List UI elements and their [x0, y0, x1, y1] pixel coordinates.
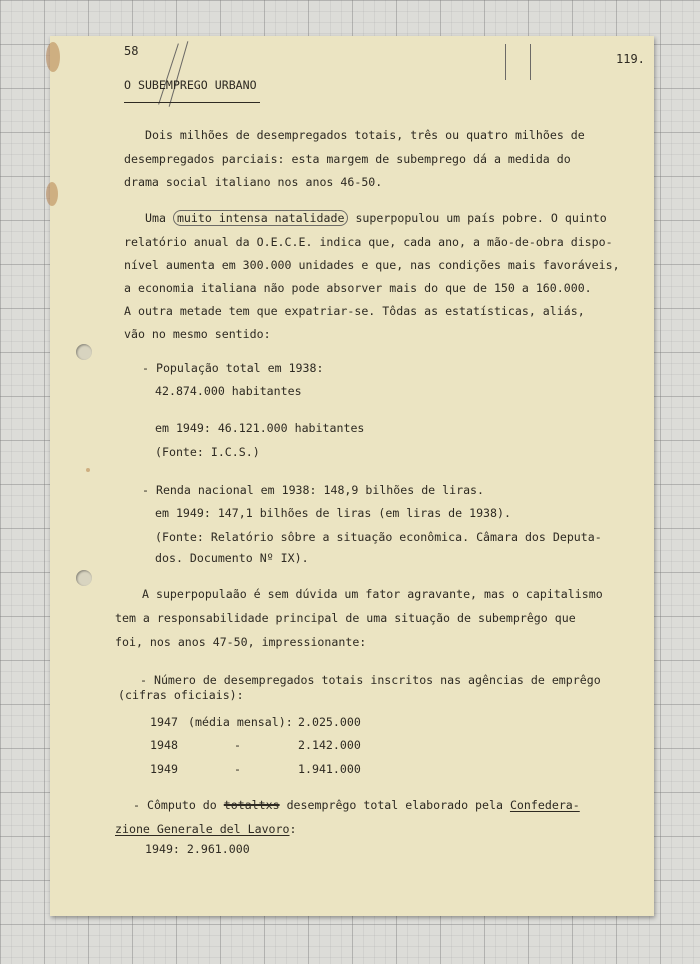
paragraph-1-line: drama social italiano nos anos 46-50.	[124, 175, 383, 189]
title-underline	[124, 102, 260, 103]
computation-start: - Cômputo do	[133, 798, 217, 812]
paragraph-1-line: Dois milhões de desempregados totais, três ou quatro milhões de	[145, 128, 585, 142]
unemployment-value: 2.025.000	[298, 715, 361, 729]
circled-phrase: muito intensa natalidade	[173, 210, 349, 226]
income-line: - Renda nacional em 1938: 148,9 bilhões de liras.	[142, 483, 485, 497]
population-line: - População total em 1938:	[142, 361, 324, 375]
page-title: O SUBEMPREGO URBANO	[124, 78, 257, 92]
paragraph-3-line: tem a responsabilidade principal de uma situação de subemprêgo que	[115, 611, 576, 625]
paragraph-3-line: A superpopulaão é sem dúvida um fator agravante, mas o capitalismo	[142, 587, 603, 601]
income-source: dos. Documento Nº IX).	[155, 551, 309, 565]
pencil-mark	[169, 41, 189, 107]
struck-word: totaltxs	[223, 798, 280, 812]
pencil-mark	[158, 43, 179, 104]
stain-mark	[86, 468, 90, 472]
income-line: em 1949: 147,1 bilhões de liras (em liras de 1938).	[155, 506, 511, 520]
document-page	[50, 36, 654, 916]
income-source: (Fonte: Relatório sôbre a situação econômica. Câmara dos Deputa-	[155, 530, 602, 544]
unemployment-line: - Número de desempregados totais inscritos nas agências de emprêgo	[140, 673, 601, 687]
computation-value: 1949: 2.961.000	[145, 842, 250, 856]
computation-line	[133, 798, 580, 812]
organization-name: Confedera-	[509, 798, 580, 812]
unemployment-year: 1948	[150, 738, 178, 752]
computation-line	[115, 822, 297, 836]
population-line: em 1949: 46.121.000 habitantes	[155, 421, 365, 435]
paragraph-3-line: foi, nos anos 47-50, impressionante:	[115, 635, 367, 649]
paragraph-2-line: nível aumenta em 300.000 unidades e que, nas condições mais favoráveis,	[124, 258, 620, 272]
unemployment-note: -	[234, 738, 241, 752]
page-number-right: 119.	[616, 52, 645, 66]
paragraph-2-line: A outra metade tem que expatriar-se. Tôdas as estatísticas, aliás,	[124, 304, 585, 318]
paragraph-2-end: superpopulou um país pobre. O quinto	[355, 211, 607, 225]
unemployment-year: 1947	[150, 715, 178, 729]
punch-hole	[76, 570, 92, 586]
unemployment-value: 1.941.000	[298, 762, 361, 776]
paragraph-2-start: Uma	[145, 211, 166, 225]
paragraph-2-line: a economia italiana não pode absorver mais do que de 150 a 160.000.	[124, 281, 592, 295]
computation-mid: desemprêgo total elaborado pela	[286, 798, 503, 812]
paragraph-2-line	[145, 211, 607, 225]
pencil-mark	[505, 44, 506, 80]
unemployment-note: -	[234, 762, 241, 776]
paragraph-1-line: desempregados parciais: esta margem de subemprego dá a medida do	[124, 152, 571, 166]
unemployment-value: 2.142.000	[298, 738, 361, 752]
page-number-left: 58	[124, 44, 139, 58]
paragraph-2-line: vão no mesmo sentido:	[124, 327, 271, 341]
unemployment-note: (média mensal):	[188, 715, 293, 729]
paragraph-2-line: relatório anual da O.E.C.E. indica que, cada ano, a mão-de-obra dispo-	[124, 235, 613, 249]
computation-colon: :	[289, 822, 297, 836]
population-source: (Fonte: I.C.S.)	[155, 445, 260, 459]
punch-hole	[76, 344, 92, 360]
pencil-mark	[530, 44, 531, 80]
stain-mark	[46, 182, 58, 206]
organization-name: zione Generale del Lavoro	[115, 822, 290, 836]
stain-mark	[46, 42, 60, 72]
unemployment-line: (cifras oficiais):	[118, 688, 244, 702]
unemployment-year: 1949	[150, 762, 178, 776]
population-line: 42.874.000 habitantes	[155, 384, 302, 398]
